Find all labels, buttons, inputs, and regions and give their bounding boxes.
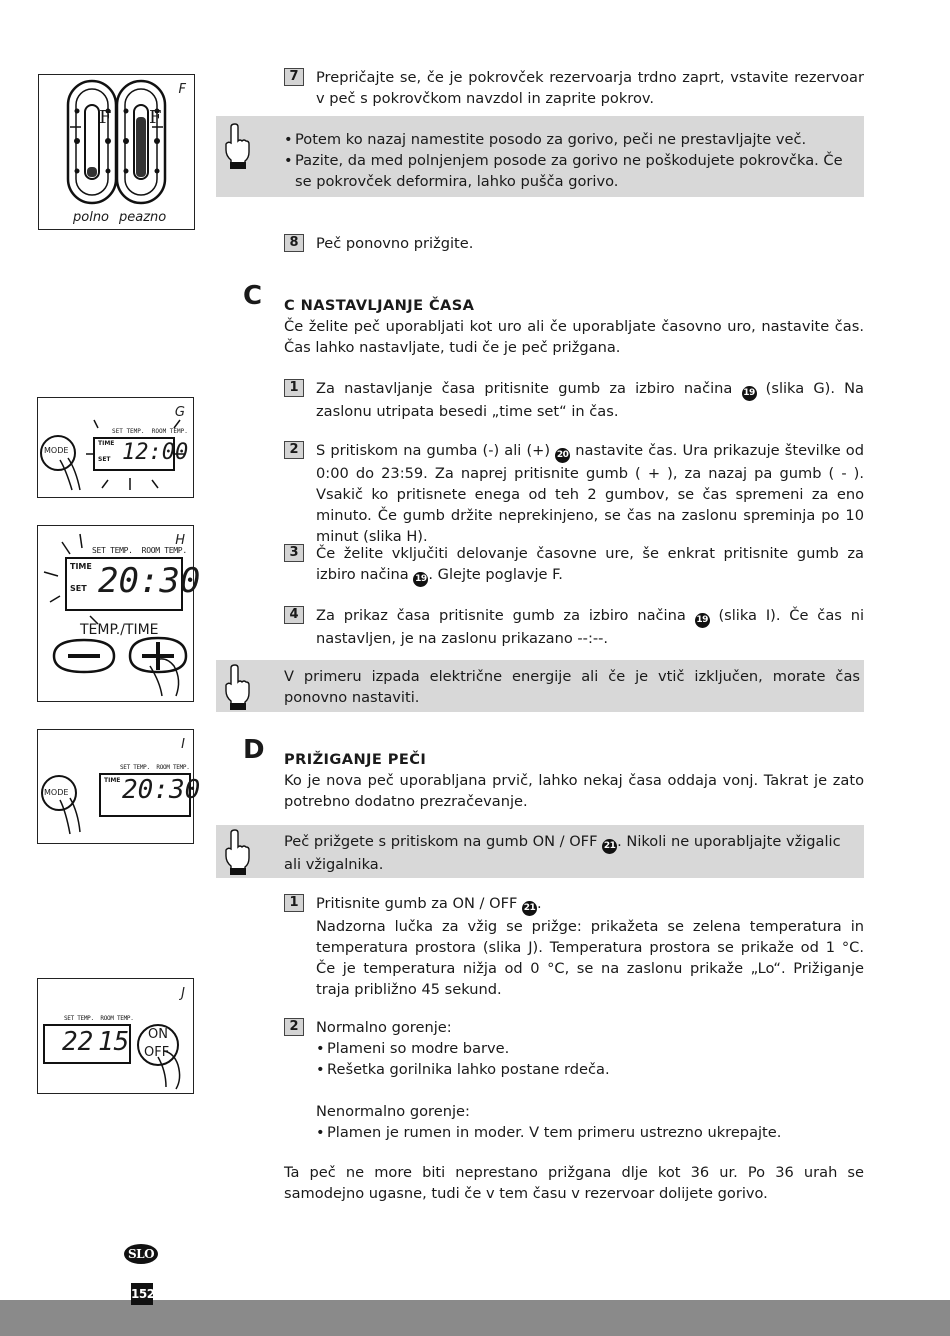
lcd-top-label: SET TEMP. ROOM TEMP. (92, 546, 187, 555)
language-badge: SLO (124, 1244, 158, 1264)
step-text: Pritisnite gumb za ON / OFF 21 . Nadzorna lučka za vžig se prižge: prikažeta se zelena temperatura in temperatura prostora (slika J). Temperatura prostora se prikaže od 1 °C. Če je temperatura nižja od 0 °C, se na zaslonu prikaže „Lo“. Prižiganje traja približno 45 sekund. (316, 895, 864, 998)
pointing-hand-icon (224, 828, 250, 876)
pointing-hand-icon (224, 122, 250, 170)
step-text: Če želite vključiti delovanje časovne ure, še enkrat pritisnite gumb za izbiro načina 19 . Glejte poglavje F. (316, 543, 864, 587)
label-empty: peazno (119, 210, 167, 225)
step-text: Za prikaz časa pritisnite gumb za izbiro načina 19 (slika I). Če čas ni nastavljen, je na zaslonu prikazano --:--. (316, 607, 864, 647)
section-c-title: C NASTAVLJANJE ČASA (284, 297, 475, 314)
figure-f (38, 74, 195, 230)
button-20-icon: 20 (555, 448, 570, 463)
step-c3 (284, 543, 864, 587)
pointing-hand-icon (224, 663, 250, 711)
note-bullet-2: • Pazite, da med polnjenjem posode za gorivo ne poškodujete pokrovčka. Če se pokrovček deformira, lahko pušča gorivo. (284, 152, 843, 190)
step-d1 (284, 893, 864, 1000)
step-text: S pritiskom na gumba (-) ali (+) 20 nastavite čas. Ura prikazuje številke od 0:00 do 23:59. Za naprej pritisnite gumb ( + ), za nazaj pa gumb ( - ). Vsakič ko pritisnete enega od teh 2 gumbov, se čas spremeni za eno minuto. Če gumb držite neprekinjeno, se čas na zaslonu spreminja po 10 minut (slika H). (316, 442, 864, 545)
section-d-intro: Ko je nova peč uporabljana prvič, lahko nekaj časa oddaja vonj. Takrat je zato potrebno dodatno prezračevanje. (284, 772, 864, 810)
abnormal-burning-label: Nenormalno gorenje: (316, 1103, 470, 1120)
lcd-set-temp: 22 (62, 1027, 94, 1057)
note-text: Peč prižgete s pritiskom na gumb ON / OFF 21 . Nikoli ne uporabljajte vžigalic ali vžigalnika. (284, 833, 841, 873)
lcd-set-label: SET (70, 584, 87, 593)
lcd-time-label: TIME (70, 562, 92, 571)
label-full: polno (73, 210, 110, 225)
step-number: 1 (284, 379, 304, 397)
normal-bullet-1: • Plameni so modre barve. (316, 1040, 510, 1057)
button-21-icon: 21 (522, 901, 537, 916)
figure-letter: J (181, 986, 185, 1001)
step-number: 1 (284, 894, 304, 912)
step-number: 8 (284, 234, 304, 252)
note-bullet-1: • Potem ko nazaj namestite posodo za gorivo, peči ne prestavljajte več. (284, 131, 807, 148)
step-number: 3 (284, 544, 304, 562)
fuel-gauge-illustration (39, 75, 194, 229)
temp-time-label: TEMP./TIME (80, 622, 159, 638)
step-text (316, 1017, 864, 1143)
lcd-digits: 20:30 (122, 775, 201, 805)
step-number: 2 (284, 1018, 304, 1036)
step-text: Peč ponovno prižgite. (316, 235, 474, 252)
page-number: 152 (131, 1283, 153, 1305)
figure-h (37, 525, 201, 702)
lcd-top-label: SET TEMP. ROOM TEMP. (120, 764, 190, 771)
abnormal-bullet-1: • Plamen je rumen in moder. V tem primeru ustrezno ukrepajte. (316, 1124, 782, 1141)
step-d2 (284, 1017, 864, 1143)
warning-note-ignition (216, 825, 864, 878)
step-7 (284, 67, 864, 109)
section-letter-d: D (243, 735, 265, 765)
lcd-room-temp: 15 (98, 1027, 130, 1057)
section-d-outro: Ta peč ne more biti neprestano prižgana dlje kot 36 ur. Po 36 urah se samodejno ugasne, tudi če v tem času v rezervoar dolijete gorivo. (284, 1164, 864, 1202)
step-8 (284, 233, 864, 254)
mode-button: MODE (44, 446, 69, 455)
step-text: Za nastavljanje časa pritisnite gumb za izbiro načina 19 (slika G). Na zaslonu utripata besedi „time set“ in čas. (316, 380, 864, 420)
step-text: Prepričajte se, če je pokrovček rezervoarja trdno zaprt, vstavite rezervoar v peč s pokrovčkom navzdol in zaprite pokrov. (316, 69, 864, 107)
gauge-letter-right: F (149, 107, 162, 128)
footer-bar (0, 1300, 950, 1336)
step-number: 2 (284, 441, 304, 459)
lcd-digits: 12:00 (122, 440, 189, 465)
mode-button: MODE (44, 788, 69, 797)
note-text: V primeru izpada električne energije ali če je vtič izključen, morate čas ponovno nastaviti. (284, 668, 860, 706)
lcd-set-label: SET (98, 456, 111, 463)
lcd-time-label: TIME (98, 440, 115, 447)
step-c2 (284, 440, 864, 547)
button-19-icon: 19 (413, 572, 428, 587)
figure-letter: F (178, 82, 186, 97)
section-d-title: PRIŽIGANJE PEČI (284, 751, 427, 768)
section-letter-c: C (243, 281, 263, 311)
figure-letter: I (181, 737, 185, 752)
step-c4 (284, 605, 864, 649)
section-c-intro: Če želite peč uporabljati kot uro ali če uporabljate časovno uro, nastavite čas. Čas lahko nastavljate, tudi če je peč prižgana. (284, 318, 864, 356)
button-21-icon: 21 (602, 839, 617, 854)
step-number: 4 (284, 606, 304, 624)
normal-burning-label: Normalno gorenje: (316, 1019, 452, 1036)
step-c1 (284, 378, 864, 422)
on-label: ON (148, 1027, 168, 1042)
warning-note-power-failure (216, 660, 864, 712)
figure-i (37, 729, 201, 844)
figure-letter: G (174, 405, 185, 420)
gauge-letter-left: F (99, 107, 112, 128)
warning-note-fuel-tank (216, 116, 864, 197)
off-label: OFF (144, 1045, 170, 1060)
lcd-time-label: TIME (104, 777, 121, 784)
lcd-top-label: SET TEMP. ROOM TEMP. (112, 428, 188, 435)
figure-g (37, 397, 194, 498)
figure-j (37, 978, 194, 1094)
normal-bullet-2: • Rešetka gorilnika lahko postane rdeča. (316, 1061, 610, 1078)
button-19-icon: 19 (695, 613, 710, 628)
figure-letter: H (175, 533, 185, 548)
lcd-top-label: SET TEMP. ROOM TEMP. (64, 1015, 134, 1022)
step-number: 7 (284, 68, 304, 86)
lcd-digits: 20:30 (98, 561, 201, 601)
button-19-icon: 19 (742, 386, 757, 401)
